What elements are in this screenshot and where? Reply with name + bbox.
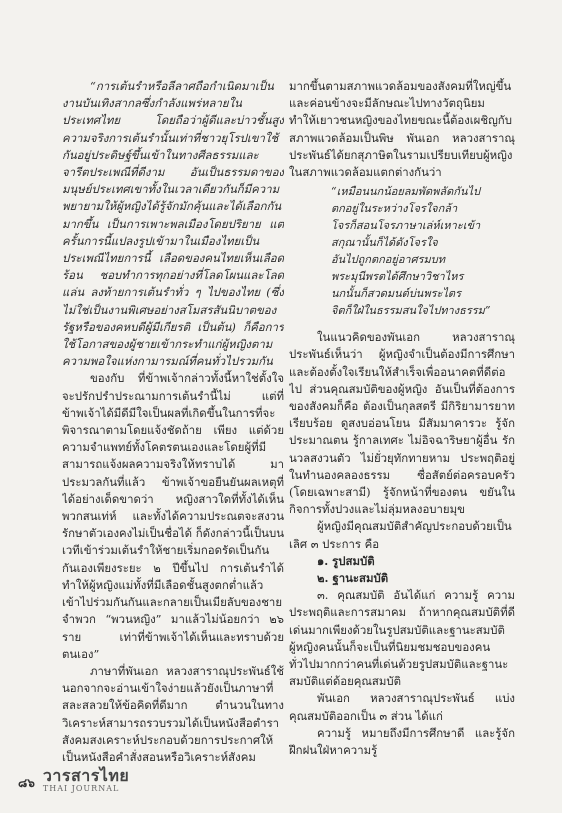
body-paragraph: ความรู้ หมายถึงมีการศึกษาดี และรู้จักฝึกฝนใฝ่หาความรู้ [289,725,515,758]
poem-block [331,183,515,319]
body-paragraph: ภาษาที่พันเอก หลวงสาราณุประพันธ์ใช้นอกจากจะอ่านเข้าใจง่ายแล้วยังเป็นภาษาที่สละสลวยให้ข้อคิดที่ดีมาก ตำนวนในทางวิเคราะห์สามารถรวบรวมได้เป็นหนังสือตำราสังคมสงเคราะห์ประกอบด้วยการประกาศให้เป็นหนังสือคำสั่งสอนหรือวิเคราะห์สังคม [62,663,284,763]
body-paragraph: ผู้หญิงมีคุณสมบัติสำคัญประกอบด้วยเป็นเลิศ ๓ ประการ คือ [289,519,512,551]
poem-line: สกุณานั้นก็ได้ดังโจรใจ [331,236,438,250]
list-item: ๓. คุณสมบัติ อันได้แก่ ความรู้ ความประพฤติและการสมาคม ถ้าหากคุณสมบัติที่ดีเด่นมากเพียงด้วยในรูปสมบัติและฐานะสมบัติ ผู้หญิงคนนั้นก็จะเป็นที่นิยมชมชอบของคนทั่วไปมากกว่าคนที่เด่นด้วยรูปสมบัติและฐานะสมบัติแต่ด้อยคุณสมบัติ [289,588,515,689]
left-column [62,78,284,763]
logo-thai-text: วารสารไทย [42,766,130,785]
journal-logo [43,768,129,793]
page-number: ๘๖ [18,776,35,790]
body-paragraph: ในแนวคิดของพันเอก หลวงสาราณุประพันธ์เห็นว่า ผู้หญิงจำเป็นต้องมีการศึกษาและต้องตั้งใจเรียนให้สำเร็จเพื่ออนาคตที่ดีต่อไป ส่วนคุณสมบัติของผู้หญิง อันเป็นที่ต้องการของสังคมก็คือ ต้องเป็นกุลสตรี มีกิริยามารยาทเรียบร้อย ดูสงบอ่อนโยน มีสัมมาคารวะ รู้จักประมาณตน รู้กาลเทศะ ไม่อิจฉาริษยาผู้อื่น รักนวลสงวนตัว ไม่ยั่วยุทักทายหาม ประพฤติอยู่ในทำนองคลองธรรม ซื่อสัตย์ต่อครอบครัว (โดยเฉพาะสามี) รู้จักหน้าที่ของตน ขยันในกิจการทั้งปวงและไม่ลุ่มหลงอบายมุข [289,330,515,517]
poem-line: อันไปถูกตกอยู่อาศรมบท [331,253,445,267]
list-item: ๑. รูปสมบัติ [317,553,375,568]
poem-line: จิตก็ใฝ่ในธรรมสนใจไปทางธรรม” [331,304,491,318]
logo-english-text: THAI JOURNAL [42,784,120,793]
poem-line: ตกอยู่ในระหว่างโจรใจกล้า [331,202,458,216]
page-footer [18,768,129,793]
list-item: ๒. ฐานะสมบัติ [317,571,389,586]
quote-paragraph: “การเต้นรำหรือลีลาศถือกำเนิดมาเป็นงานบันเทิงสากลซึ่งกำลังแพร่หลายในประเทศไทย โดยถือว่าผู้ดีและบ่าวชั้นสูง ความจริงการเต้นรำนั้นเท่าที่ชาวยุโรปเขาใช้กันอยู่ประดิษฐ์ขึ้นเข้าในทางศีลธรรมและจารีตประเพณีที่ดีงาม อันเป็นธรรมดาของมนุษย์ประเทศเขาทั้งในเวลาเดียวกันก็มีความพยายามให้ผู้หญิงได้รู้จักมักคุ้นและได้เลือกกันมากขึ้น เป็นการเพาะพลเมืองโดยปริยาย แต่ครั้นการนี้แปลงรูปเข้ามาในเมืองไทยเป็นประเพณีไทยการนี้ เลือดของคนไทยเห็นเลือดร้อน ชอบทำการทุกอย่างที่โลดโผนและโลดแล่น ลงท้ายการเต้นรำทั่ว ๆ ไปของไทย (ซึ่งไม่ใช่เป็นงานพิเศษอย่างสโมสรสันนิบาตของรัฐหรือของคหบดีผู้มีเกียรติ เป็นต้น) ก็คือการใช้โอกาสของผู้ชายเข้ากระทำแก่ผู้หญิงตามความพอใจแห่งกามารมณ์ที่คนทั่วไปรวมกัน [62,79,284,369]
body-paragraph: พันเอก หลวงสาราณุประพันธ์ แบ่งคุณสมบัติออกเป็น ๓ ส่วน ได้แก่ [289,691,515,723]
right-column [289,78,515,760]
body-paragraph: ของกับ ที่ข้าพเจ้ากล่าวทั้งนี้หาใช่ตั้งใจจะปรักปรำประณามการเต้นรำนี้ไม่ แต่ที่ข้าพเจ้าได้มีดีมีใจเป็นผลที่เกิดขึ้นในการที่จะพิจารณาตามโดยแจ้งชัดถ้าย เพียง แต่ด้วยความจำแพทย์ทั้งโคตรตนเองและโดยผู้ที่มีสามารถแจ้งผลความจริงให้ทราบได้ มาประมวลกันที่แล้ว ข้าพเจ้าขอยืนยันผลเหตุที่ได้อย่างเด็ดขาดว่า หญิงสาวใดที่ทั้งได้เห็นพวกสนเท่ห์ และทั้งได้ความประณตจะสงวนรักษาตัวเองคงไม่เป็นชื่อได้ ก็ดังกล่าวนี้เป็นบนเวทีเข้าร่วมเต้นรำให้ชายเริ่มกอดรัดเป็นกันกันเองเพียงระยะ ๒ ปีขึ้นไป การเต้นรำได้ทำให้ผู้หญิงแม่ทั้งที่มีเลือดชั้นสูงตกต่ำแล้วเข้าไปร่วมกันกันและกลายเป็นเมียลับของชายจำพวก “พวนหญิง” มาแล้วไม่น้อยกว่า ๒๖ ราย เท่าที่ข้าพเจ้าได้เห็นและทราบด้วยตนเอง” [62,371,284,661]
body-paragraph: มากขึ้นตามสภาพแวดล้อมของสังคมที่ใหญ่ขึ้นและค่อนข้างจะมีลักษณะไปทางวัตถุนิยม ทำให้เยาวชนหญิงของไทยขณะนี้ต้องเผชิญกับสภาพแวดล้อมเป็นพิษ พันเอก หลวงสาราณุประพันธ์ได้ยกสุภาษิตในรามเปรียบเทียบผู้หญิงในสภาพแวดล้อมแตกต่างกันว่า [289,79,515,180]
poem-line: พระมุนีพรตได้ศึกษาวิชาไหร [331,270,464,284]
poem-line: “เหมือนนกน้อยลมพัดพลัดกันไป [331,185,480,199]
poem-line: โจรก็สอนโจรภาษาเล่ห์เหาะเข้า [331,219,481,233]
poem-line: นกนั้นก็สวดมนต์บ่นพระไตร [331,287,461,301]
